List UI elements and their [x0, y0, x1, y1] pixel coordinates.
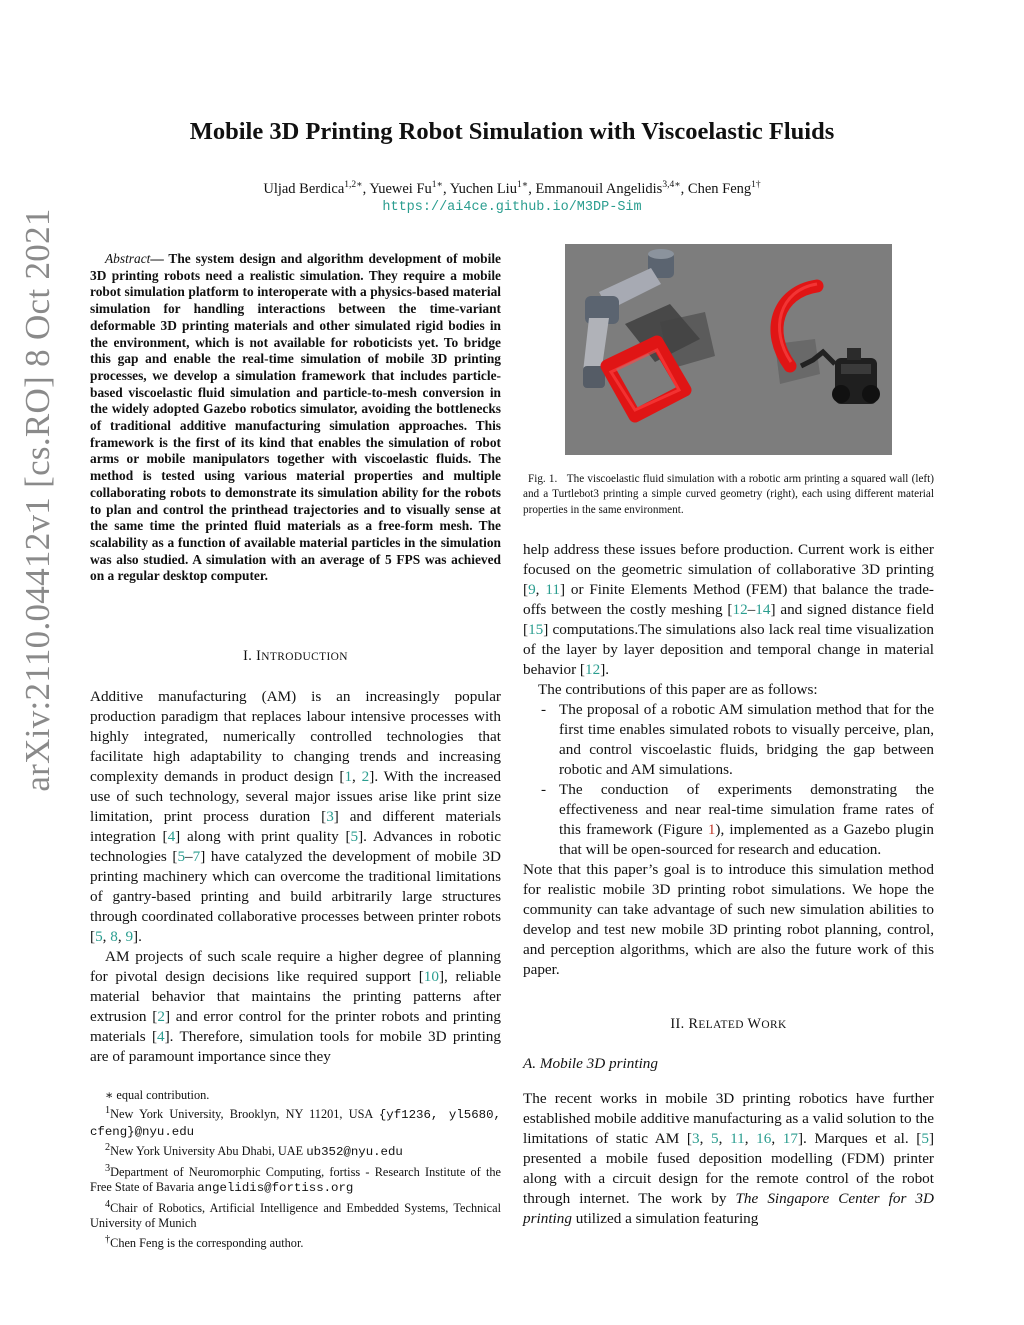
citation-link[interactable]: 7 [192, 848, 201, 865]
citation-link[interactable]: 4 [167, 828, 176, 845]
figure-simulation-render [565, 244, 892, 455]
related-work-paragraph: The recent works in mobile 3D printing robotics have further established mobile additive manufacturing as a valid solution to the limitations of static AM [3, 5, 11, 16, 17]. Marques et al. [5] presented a mobile fused deposition modelling (FDM) printer along with a circuit design for the remote control of the robot through internet. The work by The Singapore Center for 3D printing utilized a simulation featuring [523, 1090, 935, 1227]
citation-link[interactable]: 10 [423, 968, 439, 985]
citation-link[interactable]: 17 [782, 1130, 798, 1147]
citation-link[interactable]: 2 [157, 1008, 165, 1025]
citation-link[interactable]: 16 [756, 1130, 772, 1147]
section-heading-introduction: I. INTRODUCTION [243, 648, 348, 664]
figure-reference-link[interactable]: 1 [707, 821, 716, 838]
citation-link[interactable]: 4 [157, 1028, 165, 1045]
simulation-scene-illustration [565, 244, 892, 455]
right-paragraph-1: help address these issues before production. Current work is either focused on the geometric simulation of collaborative 3D printing [9, 11] or Finite Elements Method (FEM) that balance the trade-offs between the costly meshing [12–14] and signed distance field [15] computations.The simulations also lack real time visualization of the layer by layer deposition and temporal change in material behavior [12]. [523, 541, 934, 678]
citation-link[interactable]: 12 [732, 601, 748, 618]
abstract [90, 251, 501, 585]
citation-link[interactable]: 5 [95, 928, 103, 945]
citation-link[interactable]: 9 [125, 928, 134, 945]
right-paragraph-2: The contributions of this paper are as follows: [538, 681, 818, 698]
arxiv-identifier: arXiv:2110.04412v1 [cs.RO] 8 Oct 2021 [18, 208, 57, 792]
intro-paragraph-1: Additive manufacturing (AM) is an increasingly popular production paradigm that replaces labour intensive processes with highly integrated, numerically controlled technologies that facilitate high adaptability to changing trends and increasing complexity demands in product design [1, 2]. With the increased use of such technology, several major issues arise like print size limitation, print process duration [3] and different materials integration [4] along with print quality [5]. Advances in robotic technologies [5–7] have catalyzed the development of mobile 3D printing machinery which can overcome the traditional limitations of gantry-based printing and build arbitrarily large structures through coordinated collaborative processes between printer robots [5, 8, 9]. [90, 688, 502, 945]
citation-link[interactable]: 11 [730, 1130, 745, 1147]
citation-link[interactable]: 3 [326, 808, 334, 825]
citation-link[interactable]: 5 [350, 828, 359, 845]
citation-link[interactable]: 14 [755, 601, 771, 618]
citation-link[interactable]: 5 [177, 848, 186, 865]
citation-link[interactable]: 5 [921, 1130, 929, 1147]
citation-link[interactable]: 1 [344, 768, 353, 785]
citation-link[interactable]: 12 [585, 661, 601, 678]
contribution-bullet-1: - The proposal of a robotic AM simulation method that for the first time enables simulated robots to visually perceive, plan, and control viscoelastic fluids, bridging the gap between robotic and AM simulations. [541, 701, 934, 778]
citation-link[interactable]: 9 [528, 581, 536, 598]
figure-caption: Fig. 1. The viscoelastic fluid simulation with a robotic arm printing a squared wall (left) and a Turtlebot3 printing a simple curved geometry (right), each using different material properties in the same environment. [523, 473, 934, 516]
section-heading-related-work: II. RELATED WORK [670, 1016, 787, 1032]
author-list: Uljad Berdica$^{1,2∗}$, Yuewei $Fu^{1∗}$, Yuchen Liu$^{1∗}$, Emmanouil Angelidis$^{3,4∗}$, Chen Feng$^{1\dagger}$ [263, 180, 761, 197]
citation-link[interactable]: 15 [528, 621, 544, 638]
footnotes: ∗ equal contribution. $^1$New York University, Brooklyn, NY 11201, USA {yf1236, yl5680, cfeng}@nyu.edu $^2$New York University Abu Dhabi, UAE ub352@nyu.edu $^3$Department of Neuromorphic Computing, fortiss - Research Institute of the Free State of Bavaria angelidis@fortiss.org $^4$Chair of Robotics, Artificial Intelligence and Embedded Systems, Technical University of Munich †Chen Feng is the corresponding author. [90, 1088, 501, 1250]
right-column-body [523, 540, 934, 980]
paper-title: Mobile 3D Printing Robot Simulation with Viscoelastic Fluids [189, 118, 835, 145]
subsection-heading-mobile-3d-printing: A. Mobile 3D printing [523, 1055, 658, 1072]
intro-paragraph-2: AM projects of such scale require a higher degree of planning for pivotal design decisions like required support [10], reliable material behavior that maintains the printing patterns after extrusion [2] and error control for the printer robots and printing materials [4]. Therefore, simulation tools for mobile 3D printing are of paramount importance since they [90, 948, 501, 1065]
project-url-link[interactable]: https://ai4ce.github.io/M3DP-Sim [382, 200, 642, 215]
right-paragraph-3: Note that this paper’s goal is to introduce this simulation method for realistic mobile 3D printing robot simulations. We hope the community can take advantage of such new simulation abilities to develop and test new mobile 3D printing robot planning, control, and perception algorithms, which are also the future work of this paper. [523, 861, 934, 978]
citation-link[interactable]: 2 [361, 768, 370, 785]
citation-link[interactable]: 11 [545, 581, 560, 598]
citation-link[interactable]: 8 [110, 928, 118, 945]
contribution-bullet-2: - The conduction of experiments demonstrating the effectiveness and near real-time simulation frame rates of this framework (Figure 1), implemented as a Gazebo plugin that will be open-sourced for research and education. [541, 781, 935, 858]
abstract-label: Abstract [105, 251, 151, 266]
abstract-text: — The system design and algorithm development of mobile 3D printing robots need a realistic simulation. They require a mobile robot simulation platform to interoperate with a physics-based material simulation for handling interactions between the time-variant deformable 3D printing materials and other simulated rigid bodies in the environment, which is not available for roboticists yet. To bridge this gap and enable the real-time simulation of mobile 3D printing processes, we develop a simulation framework that includes particle-based viscoelastic fluid simulation and particle-to-mesh conversion in the widely adopted Gazebo robotics simulator, avoiding the bottlenecks of traditional additive manufacturing simulation approaches. This framework is the first of its kind that enables the simulation of robot arms or mobile manipulators together with viscoelastic fluids. The method is tested using various material properties and multiple collaborating robots to demonstrate its simulation ability for the robots to plan and control the printhead trajectories and to visually sense at the same time the printed fluid materials as a free-form mesh. The scalability as a function of available material particles in the simulation was also studied. A simulation with an average of 5 FPS was achieved on a regular desktop computer. [90, 251, 501, 584]
citation-link[interactable]: 3 [691, 1130, 700, 1147]
introduction-body [90, 687, 501, 1067]
citation-link[interactable]: 5 [711, 1130, 719, 1147]
